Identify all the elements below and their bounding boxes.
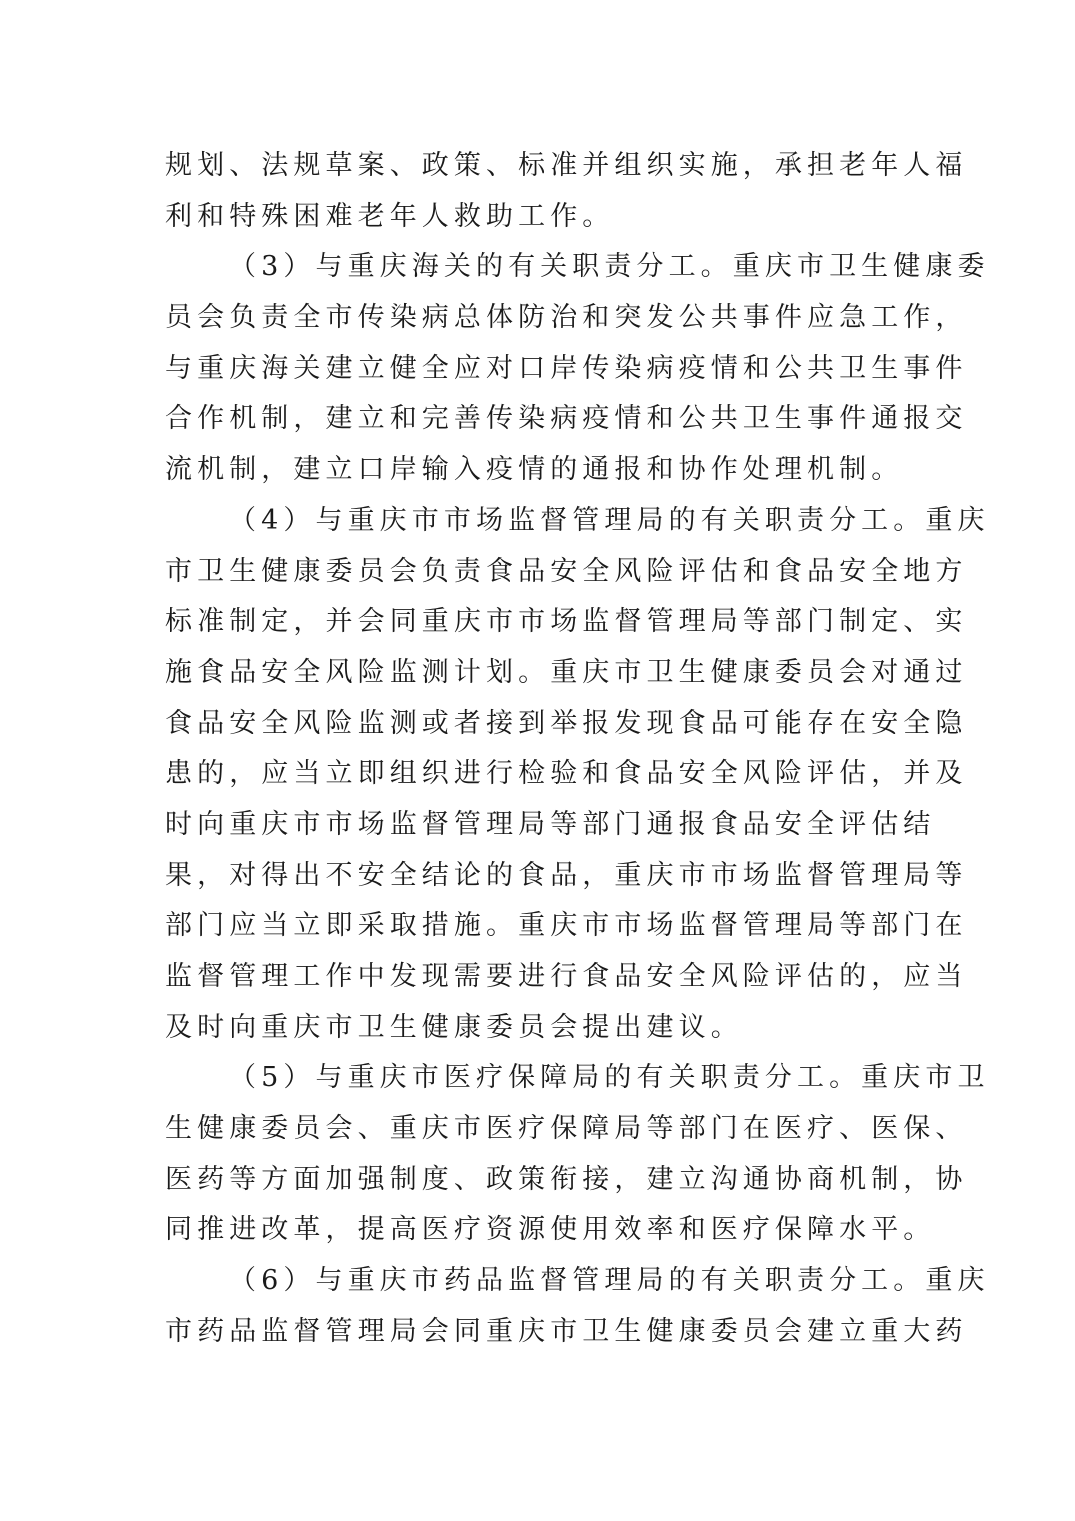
text-line: 生健康委员会、重庆市医疗保障局等部门在医疗、医保、 [165, 1113, 968, 1145]
text-line: 与重庆海关建立健全应对口岸传染病疫情和公共卫生事件 [165, 352, 968, 384]
text-line: 员会负责全市传染病总体防治和突发公共事件应急工作， [165, 302, 968, 334]
paragraph-start-line: （6）与重庆市药品监督管理局的有关职责分工。重庆 [229, 1265, 990, 1297]
text-line: 规划、法规草案、政策、标准并组织实施，承担老年人福 [165, 150, 968, 181]
text-line: 医药等方面加强制度、政策衔接，建立沟通协商机制，协 [165, 1163, 968, 1195]
text-line: 施食品安全风险监测计划。重庆市卫生健康委员会对通过 [165, 656, 968, 688]
text-line: 监督管理工作中发现需要进行食品安全风险评估的，应当 [165, 961, 968, 992]
text-line: 市卫生健康委员会负责食品安全风险评估和食品安全地方 [165, 555, 968, 587]
paragraph-start-line: （5）与重庆市医疗保障局的有关职责分工。重庆市卫 [229, 1062, 990, 1094]
paragraph-start-line: （4）与重庆市市场监督管理局的有关职责分工。重庆 [229, 504, 990, 536]
text-line: 同推进改革，提高医疗资源使用效率和医疗保障水平。 [165, 1214, 936, 1246]
text-line: 标准制定，并会同重庆市市场监督管理局等部门制定、实 [165, 606, 968, 638]
text-line: 果，对得出不安全结论的食品，重庆市市场监督管理局等 [165, 859, 968, 891]
text-line: 及时向重庆市卫生健康委员会提出建议。 [165, 1011, 743, 1043]
paragraph-start-line: （3）与重庆海关的有关职责分工。重庆市卫生健康委 [229, 251, 990, 283]
text-line: 市药品监督管理局会同重庆市卫生健康委员会建立重大药 [165, 1315, 968, 1347]
text-line: 时向重庆市市场监督管理局等部门通报食品安全评估结 [165, 808, 936, 840]
text-line: 合作机制，建立和完善传染病疫情和公共卫生事件通报交 [165, 403, 968, 435]
text-line: 部门应当立即采取措施。重庆市市场监督管理局等部门在 [165, 910, 968, 942]
text-line: 利和特殊困难老年人救助工作。 [165, 200, 615, 232]
body-text [165, 141, 990, 1358]
text-line: 食品安全风险监测或者接到举报发现食品可能存在安全隐 [165, 707, 968, 739]
text-line: 流机制，建立口岸输入疫情的通报和协作处理机制。 [165, 454, 904, 486]
text-line: 患的，应当立即组织进行检验和食品安全风险评估，并及 [165, 758, 968, 790]
